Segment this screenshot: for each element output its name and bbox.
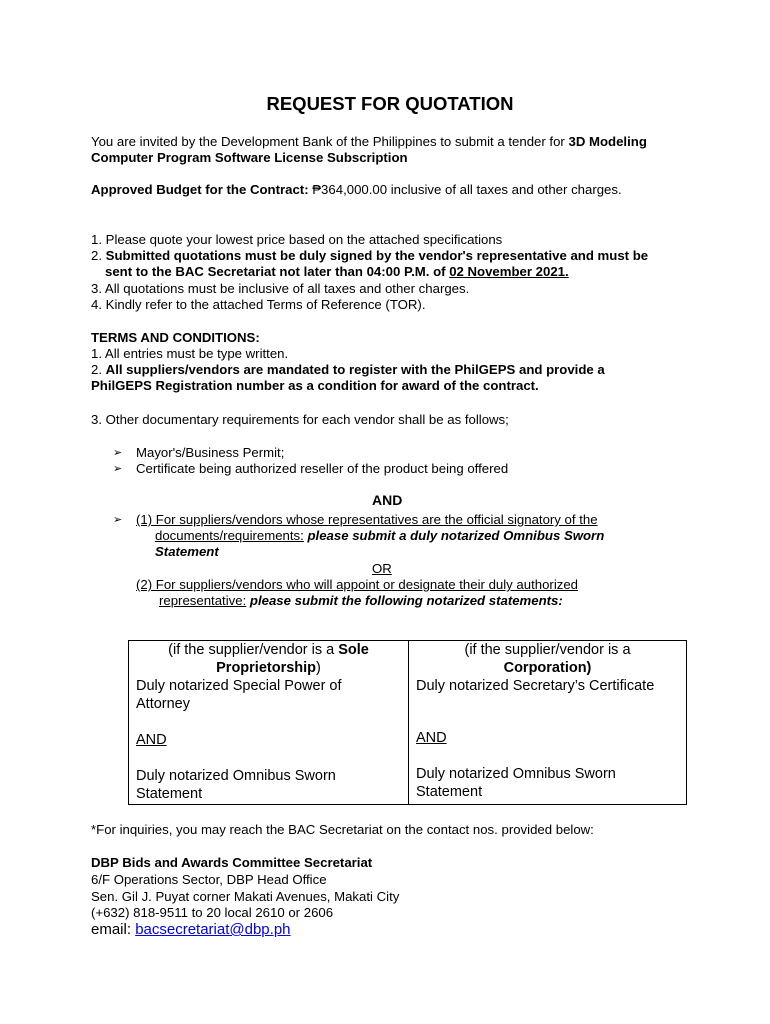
spacer (136, 713, 401, 731)
secretary-certificate (416, 678, 654, 694)
document-line: Statement (416, 784, 483, 800)
terms-item-2-line-1: All suppliers/vendors are mandated to register with the PhilGEPS and provide a (105, 362, 605, 377)
or-separator (372, 561, 392, 577)
sole-proprietorship-header (136, 641, 401, 677)
contact-address-line-1: 6/F Operations Sector, DBP Head Office (91, 872, 327, 887)
instruction-2-line-1: Submitted quotations must be duly signed by the vendor's representative and must be (105, 248, 649, 263)
spacer (416, 711, 679, 729)
arrow-bullet-icon: ➢ (113, 463, 123, 475)
instruction-item-2-line-2 (105, 264, 569, 280)
and-label: AND (136, 732, 167, 748)
option-2-instruction: please submit the following notarized statements: (246, 593, 563, 608)
terms-item-2 (91, 362, 605, 378)
terms-item-2-number: 2. (91, 362, 106, 377)
header-text: (if the supplier/vendor is a (464, 642, 631, 658)
header-bold-text: Sole (338, 642, 369, 658)
terms-heading: TERMS AND CONDITIONS: (91, 330, 260, 345)
contact-email (91, 921, 291, 939)
document-line: Duly notarized Omnibus Sworn (136, 768, 336, 784)
corporation-column (409, 641, 687, 805)
inquiries-note: *For inquiries, you may reach the BAC Secretariat on the contact nos. provided below: (91, 822, 594, 837)
omnibus-sworn-statement (416, 766, 616, 800)
email-link[interactable]: bacsecretariat@dbp.ph (135, 921, 291, 938)
option-2-line-1 (136, 577, 578, 593)
spacer (136, 749, 401, 767)
special-power-of-attorney (136, 678, 342, 712)
intro-line-1 (91, 134, 647, 150)
option-1-instruction: please submit a duly notarized Omnibus Sworn (303, 528, 605, 543)
spacer (416, 695, 679, 711)
terms-item-1: 1. All entries must be type written. (91, 346, 289, 361)
option-2-line-2 (159, 593, 563, 609)
budget-suffix: inclusive of all taxes and other charges. (387, 182, 622, 197)
option-2-text: (2) For suppliers/vendors who will appoint or designate their duly authorized (136, 577, 579, 592)
requirement-business-permit: Mayor's/Business Permit; (136, 445, 285, 460)
terms-item-2-line-2: PhilGEPS Registration number as a condition for award of the contract. (91, 378, 539, 393)
option-1-line-3: Statement (155, 544, 219, 559)
document-line: Duly notarized Secretary’s Certificate (416, 678, 655, 694)
option-2-representative: representative: (159, 593, 247, 608)
option-1-text: (1) For suppliers/vendors whose representatives are the official signatory of the (136, 512, 598, 527)
intro-subject-line-2: Computer Program Software License Subscription (91, 150, 408, 165)
instruction-2-end: . (565, 264, 569, 279)
option-1-documents: documents/requirements: (155, 528, 304, 543)
contact-phone: (+632) 818-9511 to 20 local 2610 or 2606 (91, 905, 334, 920)
email-label: email: (91, 921, 136, 938)
header-bold-text: Corporation) (503, 660, 592, 676)
corporation-header (416, 641, 679, 677)
instruction-item-1: 1. Please quote your lowest price based on the attached specifications (91, 232, 503, 247)
instruction-item-4: 4. Kindly refer to the attached Terms of Reference (TOR). (91, 297, 426, 312)
instruction-2-number: 2. (91, 248, 106, 263)
instruction-2-line-2-text: sent to the BAC Secretariat not later than 04:00 P.M. of (105, 264, 450, 279)
table-row (129, 641, 687, 805)
header-text: ) (316, 660, 321, 676)
or-label: OR (372, 561, 392, 576)
document-line: Duly notarized Omnibus Sworn (416, 766, 616, 782)
contact-organization: DBP Bids and Awards Committee Secretariat (91, 855, 373, 870)
instruction-item-2 (91, 248, 648, 264)
sole-proprietorship-column (129, 641, 409, 805)
page-title: REQUEST FOR QUOTATION (266, 93, 514, 114)
contact-address-line-2: Sen. Gil J. Puyat corner Makati Avenues, Makati City (91, 889, 400, 904)
header-text: (if the supplier/vendor is a (168, 642, 339, 658)
terms-item-3: 3. Other documentary requirements for each vendor shall be as follows; (91, 412, 509, 427)
header-bold-text: Proprietorship (216, 660, 317, 676)
omnibus-sworn-statement (136, 768, 336, 802)
approved-budget (91, 182, 622, 198)
option-1-line-1 (136, 512, 598, 528)
document-line: Statement (136, 786, 203, 802)
budget-amount: ₱364,000.00 (312, 182, 388, 197)
notarized-statements-table (128, 640, 687, 805)
requirement-reseller-certificate: Certificate being authorized reseller of the product being offered (136, 461, 509, 476)
intro-text: You are invited by the Development Bank of the Philippines to submit a tender for (91, 134, 569, 149)
intro-subject: 3D Modeling (568, 134, 647, 149)
arrow-bullet-icon: ➢ (113, 447, 123, 459)
and-label: AND (416, 730, 447, 746)
budget-label: Approved Budget for the Contract: (91, 182, 309, 197)
arrow-bullet-icon: ➢ (113, 514, 123, 526)
and-separator: AND (372, 492, 403, 508)
document-line: Attorney (136, 696, 190, 712)
instruction-item-3: 3. All quotations must be inclusive of all taxes and other charges. (91, 281, 470, 296)
option-1-line-2 (155, 528, 604, 544)
submission-deadline-date: 02 November 2021 (449, 264, 566, 279)
document-line: Duly notarized Special Power of (136, 678, 342, 694)
spacer (416, 747, 679, 765)
